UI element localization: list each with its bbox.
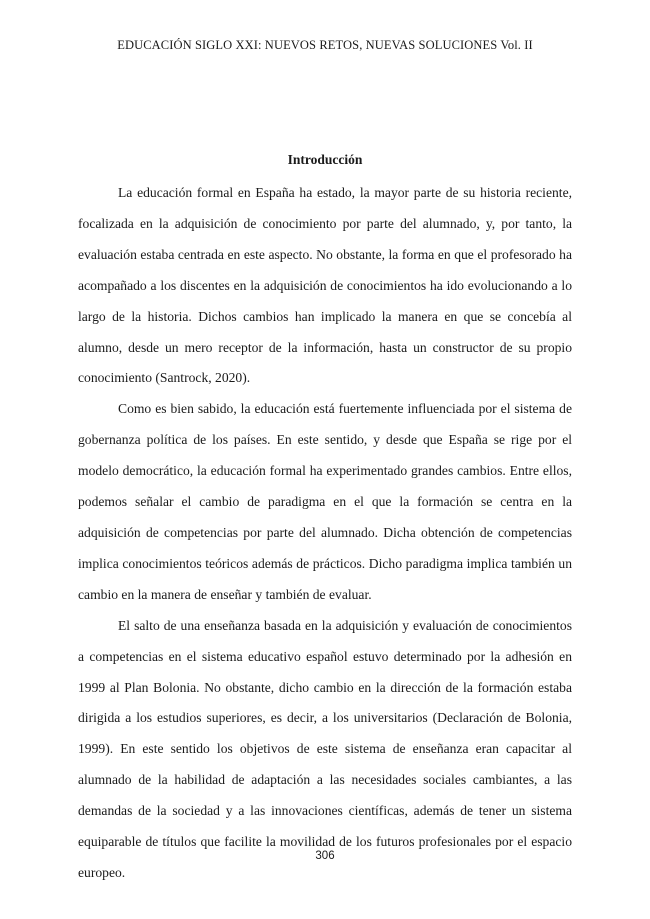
page-number: 306: [315, 850, 335, 862]
paragraph-3: El salto de una enseñanza basada en la adquisición y evaluación de conocimientos a competencias en el sistema educativo español estuvo determinado por la adhesión en 1999 al Plan Bolonia. No obstante, dicho cambio en la dirección de la formación estaba dirigida a los estudios superiores, es decir, a los universitarios (Declaración de Bolonia, 1999). En este sentido los objetivos de este sistema de enseñanza eran capacitar al alumnado de la habilidad de adaptación a las necesidades sociales cambiantes, a las demandas de la sociedad y a las innovaciones científicas, además de tener un sistema equiparable de títulos que facilite la movilidad de los futuros profesionales por el espacio europeo.: [78, 617, 572, 880]
body-text: [78, 178, 572, 889]
running-header: EDUCACIÓN SIGLO XXI: NUEVOS RETOS, NUEVAS SOLUCIONES Vol. II: [117, 38, 533, 52]
paragraph-1: La educación formal en España ha estado, la mayor parte de su historia reciente, focalizada en la adquisición de conocimiento por parte del alumnado, y, por tanto, la evaluación estaba centrada en este aspecto. No obstante, la forma en que el profesorado ha acompañado a los discentes en la adquisición de conocimientos ha ido evolucionando a lo largo de la historia. Dichos cambios han implicado la manera en que se concebía al alumno, desde un mero receptor de la información, hasta un constructor de su propio conocimiento (Santrock, 2020).: [78, 185, 572, 386]
paragraph-2: Como es bien sabido, la educación está fuertemente influenciada por el sistema de gobernanza política de los países. En este sentido, y desde que España se rige por el modelo democrático, la educación formal ha experimentado grandes cambios. Entre ellos, podemos señalar el cambio de paradigma en el que la formación se centra en la adquisición de competencias por parte del alumnado. Dicha obtención de competencias implica conocimientos teóricos además de prácticos. Dicho paradigma implica también un cambio en la manera de enseñar y también de evaluar.: [78, 401, 572, 602]
section-title: Introducción: [287, 152, 363, 167]
